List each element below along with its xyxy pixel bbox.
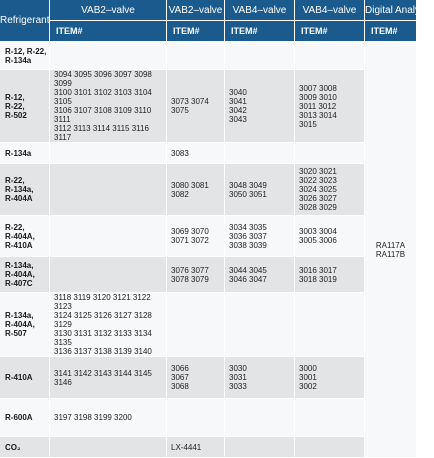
vab4-items-cell-b: 3020 3021 3022 3023 3024 3025 3026 3027 3028 3029 xyxy=(295,164,365,216)
refrigerant-cell: R-12, R-22, R-502 xyxy=(0,70,50,143)
item-header-vab2: ITEM# xyxy=(50,21,167,42)
vab2-items-cell-b xyxy=(167,293,225,357)
subheader-row xyxy=(0,21,416,42)
vab4-items-cell-b xyxy=(295,399,365,437)
item-header-analyzer: ITEM# xyxy=(365,21,416,42)
vab2-items-cell xyxy=(50,257,167,293)
vab2-items-cell-b: 3080 3081 3082 xyxy=(167,164,225,216)
vab4-valve-header: VAB4–valve xyxy=(225,0,295,21)
vab2-items-cell xyxy=(50,437,167,458)
vab4-items-cell xyxy=(225,437,295,458)
table-row xyxy=(0,293,416,357)
vab2-valve-header-2: VAB2–valve xyxy=(167,0,225,21)
vab4-items-cell xyxy=(225,399,295,437)
vab4-items-cell xyxy=(225,143,295,164)
vab4-items-cell-b xyxy=(295,293,365,357)
vab4-items-cell-b: 3003 3004 3005 3006 xyxy=(295,216,365,257)
table-row xyxy=(0,357,416,399)
refrigerant-cell: R-134a xyxy=(0,143,50,164)
vab2-items-cell: 3094 3095 3096 3097 3098 3099 3100 3101 3102 3103 3104 3105 3106 3107 3108 3109 3110 3111 3112 3113 3114 3115 3116 3117 xyxy=(50,70,167,143)
vab4-items-cell xyxy=(225,293,295,357)
vab4-items-cell-b xyxy=(295,143,365,164)
item-header-vab4-b: ITEM# xyxy=(295,21,365,42)
vab2-items-cell-b xyxy=(167,399,225,437)
vab2-items-cell xyxy=(50,216,167,257)
vab2-items-cell-b xyxy=(167,42,225,70)
refrigerant-cell: R-134a, R-404A, R-507 xyxy=(0,293,50,357)
header-row xyxy=(0,0,416,21)
table-row xyxy=(0,42,416,70)
vab4-items-cell-b: 3007 3008 3009 3010 3011 3012 3013 3014 3015 xyxy=(295,70,365,143)
vab2-items-cell-b: 3073 3074 3075 xyxy=(167,70,225,143)
vab2-items-cell: 3141 3142 3143 3144 3145 3146 xyxy=(50,357,167,399)
item-header-vab4: ITEM# xyxy=(225,21,295,42)
vab2-items-cell xyxy=(50,164,167,216)
vab4-items-cell: 3040 3041 3042 3043 xyxy=(225,70,295,143)
refrigerant-cell: R-410A xyxy=(0,357,50,399)
refrigerant-cell: CO₂ xyxy=(0,437,50,458)
refrigerant-cell: R-22, R-134a, R-404A xyxy=(0,164,50,216)
vab4-items-cell-b xyxy=(295,437,365,458)
refrigerant-header: Refrigerant xyxy=(0,0,50,42)
vab2-items-cell xyxy=(50,42,167,70)
vab4-valve-header-2: VAB4–valve xyxy=(295,0,365,21)
analyzer-items-cell: RA117A RA117B xyxy=(365,42,416,458)
vab4-items-cell-b xyxy=(295,42,365,70)
vab4-items-cell: 3034 3035 3036 3037 3038 3039 xyxy=(225,216,295,257)
vab2-items-cell-b: 3069 3070 3071 3072 xyxy=(167,216,225,257)
vab2-items-cell: 3197 3198 3199 3200 xyxy=(50,399,167,437)
vab2-items-cell-b: 3066 3067 3068 xyxy=(167,357,225,399)
table-row xyxy=(0,164,416,216)
table-row xyxy=(0,216,416,257)
refrigerant-cell: R-12, R-22, R-134a xyxy=(0,42,50,70)
vab2-items-cell: 3118 3119 3120 3121 3122 3123 3124 3125 3126 3127 3128 3129 3130 3131 3132 3133 3134 3135 3136 3137 3138 3139 3140 xyxy=(50,293,167,357)
table-row xyxy=(0,399,416,437)
vab2-items-cell xyxy=(50,143,167,164)
vab4-items-cell: 3048 3049 3050 3051 xyxy=(225,164,295,216)
table-row xyxy=(0,437,416,458)
vab4-items-cell-b: 3000 3001 3002 xyxy=(295,357,365,399)
vab2-items-cell-b: LX-4441 xyxy=(167,437,225,458)
vab2-items-cell-b: 3076 3077 3078 3079 xyxy=(167,257,225,293)
refrigerant-cell: R-600A xyxy=(0,399,50,437)
vab4-items-cell: 3030 3031 3033 xyxy=(225,357,295,399)
vab4-items-cell xyxy=(225,42,295,70)
refrigerant-cell: R-22, R-404A, R-410A xyxy=(0,216,50,257)
vab2-valve-header: VAB2–valve xyxy=(50,0,167,21)
vab2-items-cell-b: 3083 xyxy=(167,143,225,164)
digital-analyzer-header: Digital Analyzer xyxy=(365,0,416,21)
refrigerant-cell: R-134a, R-404A, R-407C xyxy=(0,257,50,293)
table-row xyxy=(0,257,416,293)
table-row xyxy=(0,70,416,143)
vab4-items-cell: 3044 3045 3046 3047 xyxy=(225,257,295,293)
table-row xyxy=(0,143,416,164)
vab4-items-cell-b: 3016 3017 3018 3019 xyxy=(295,257,365,293)
item-header-vab2-b: ITEM# xyxy=(167,21,225,42)
